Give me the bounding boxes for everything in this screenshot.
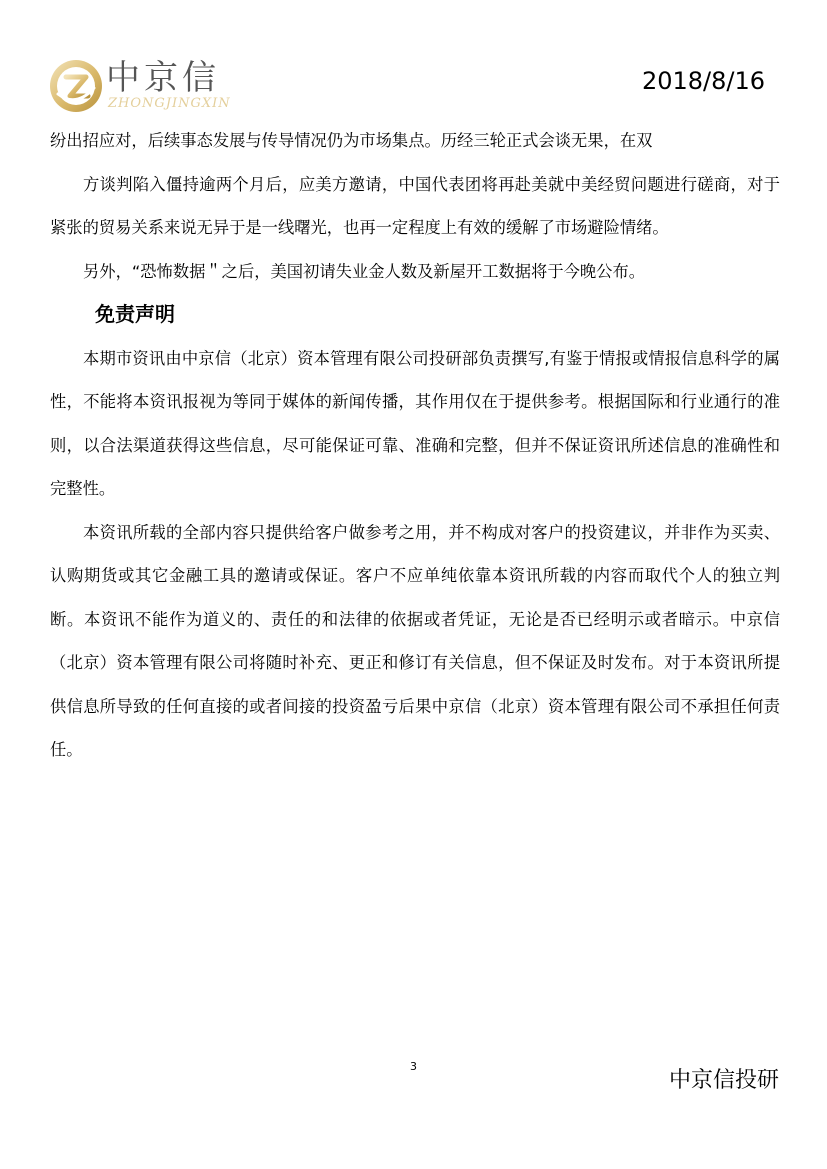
disclaimer-paragraph: 本期市资讯由中京信（北京）资本管理有限公司投研部负责撰写,有鉴于情报或情报信息科学的属性，不能将本资讯报视为等同于媒体的新闻传播，其作用仅在于提供参考。根据国际和行业通行的准则，以合法渠道获得这些信息，尽可能保证可靠、准确和完整，但并不保证资讯所述信息的准确性和完整性。	[50, 348, 780, 498]
logo-emblem-icon	[48, 58, 104, 114]
body-paragraph: 另外，“恐怖数据＂之后，美国初请失业金人数及新屋开工数据将于今晚公布。	[83, 261, 646, 281]
document-body	[50, 119, 780, 772]
company-logo	[48, 58, 248, 118]
logo-english-name: ZHONGJINGXIN	[108, 96, 231, 111]
disclaimer-paragraph: 本资讯所载的全部内容只提供给客户做参考之用，并不构成对客户的投资建议，并非作为买卖、认购期货或其它金融工具的邀请或保证。客户不应单纯依靠本资讯所载的内容而取代个人的独立判断。本资讯不能作为道义的、责任的和法律的依据或者凭证，无论是否已经明示或者暗示。中京信（北京）资本管理有限公司将随时补充、更正和修订有关信息，但不保证及时发布。对于本资讯所提供信息所导致的任何直接的或者间接的投资盈亏后果中京信（北京）资本管理有限公司不承担任何责任。	[50, 522, 780, 759]
report-date: 2018/8/16	[641, 67, 765, 95]
footer-brand: 中京信投研	[668, 1068, 779, 1093]
page-number: 3	[410, 1060, 417, 1073]
body-paragraph: 方谈判陷入僵持逾两个月后，应美方邀请，中国代表团将再赴美就中美经贸问题进行磋商，对于紧张的贸易关系来说无异于是一线曙光，也再一定程度上有效的缓解了市场避险情绪。	[50, 174, 780, 237]
logo-chinese-name: 中京信	[106, 58, 220, 98]
page-header	[0, 0, 827, 120]
disclaimer-heading: 免责声明	[95, 302, 175, 326]
body-paragraph-continued: 纷出招应对，后续事态发展与传导情况仍为市场集点。历经三轮正式会谈无果，在双	[50, 131, 653, 150]
